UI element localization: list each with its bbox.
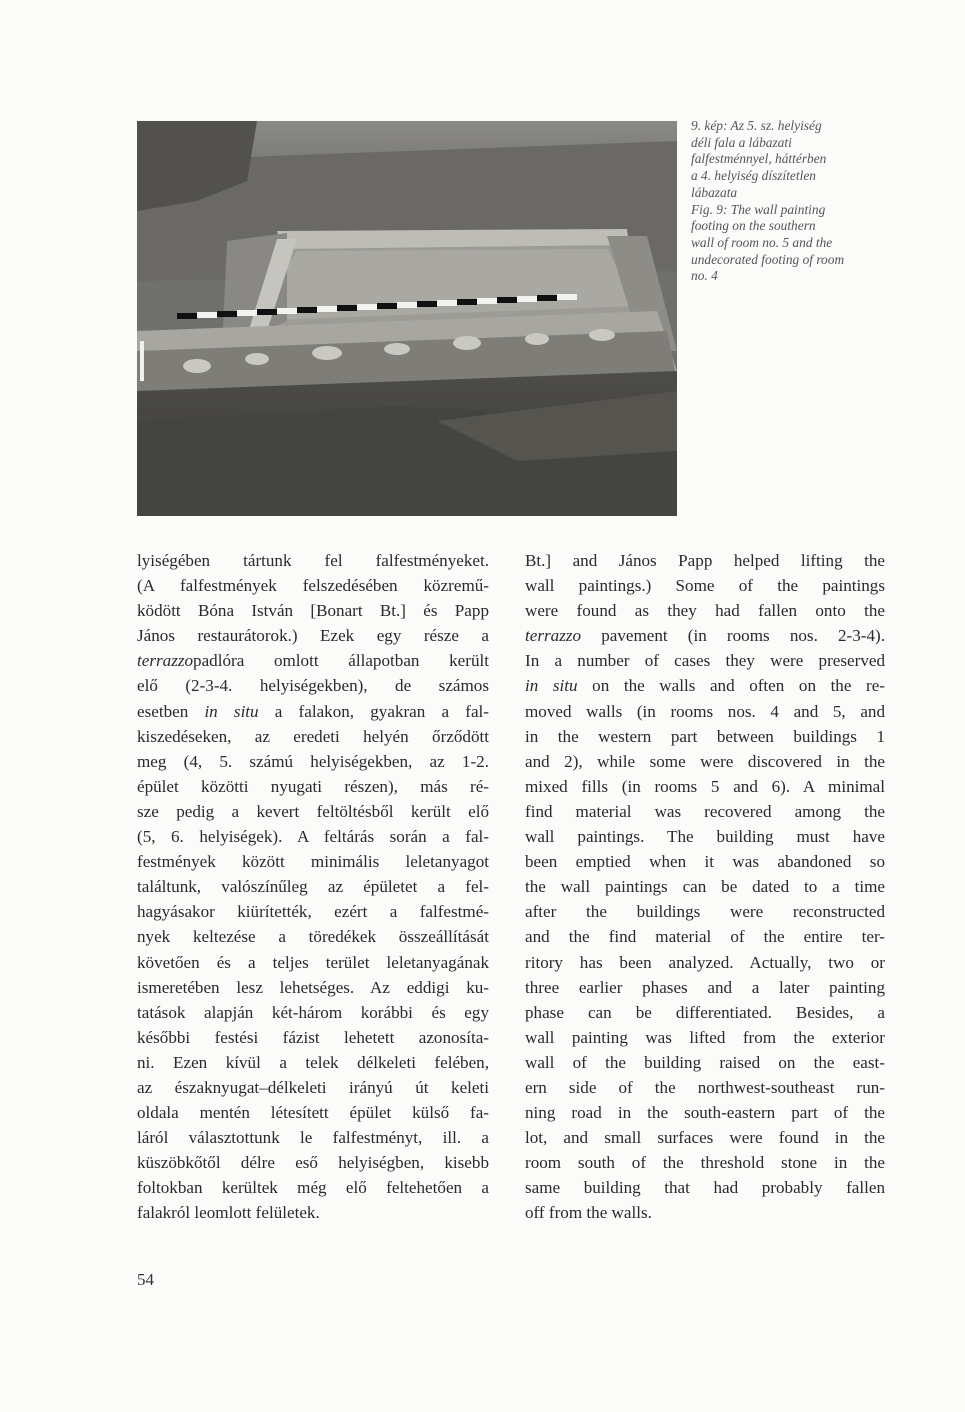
text-line: ismeretében lesz lehetséges. Az eddigi ku-: [137, 977, 489, 997]
text-line: oldala mentén létesített épület külső fa-: [137, 1103, 489, 1123]
text-line: wall painting was lifted from the exterior: [525, 1027, 885, 1047]
text-line: were found as they had fallen onto the: [525, 601, 885, 621]
caption-line: undecorated footing of room: [691, 251, 845, 267]
caption-line: 9. kép: Az 5. sz. helyiség: [691, 118, 822, 133]
text-line: épület közötti nyugati részen), más ré-: [137, 776, 489, 796]
text-line: and the find material of the entire ter-: [525, 927, 885, 947]
text-line: Bt.] and János Papp helped lifting the: [525, 551, 885, 570]
text-line: festmények között minimális leletanyagot: [137, 852, 489, 872]
text-line: meg (4, 5. számú helyiségekben, az 1-2.: [137, 751, 489, 771]
caption-line: Fig. 9: The wall painting: [691, 201, 826, 217]
caption-line: footing on the southern: [691, 218, 816, 234]
text-line: (5, 6. helyiségek). A feltárás során a fal-: [137, 827, 489, 847]
text-line: tatások alapján két-három korábbi és egy: [137, 1002, 489, 1022]
text-line: in the western part between buildings 1: [525, 726, 885, 746]
page-number: 54: [137, 1270, 154, 1289]
text-line: az északnyugat–délkeleti irányú út keleti: [137, 1077, 489, 1097]
caption-line: déli fala a lábazati: [691, 134, 792, 150]
text-line: ning road in the south-eastern part of the: [525, 1103, 885, 1123]
text-line: kiszedéseken, az eredeti helyén őrződött: [137, 726, 489, 746]
text-line: ritory has been analyzed. Actually, two or: [525, 952, 885, 972]
text-line: lyiségében tártunk fel falfestményeket.: [137, 551, 489, 570]
text-line: hagyásakor kiürítették, ezért a falfestmé-: [137, 902, 489, 922]
text-line: János restaurátorok.) Ezek egy része a: [137, 626, 489, 646]
text-line: In a number of cases they were preserved: [525, 651, 885, 671]
text-line: foltokban kerültek még elő feltehetően a: [137, 1178, 489, 1198]
caption-line: no. 4: [691, 268, 718, 284]
text-line: (A falfestmények felszedésében közremű-: [137, 576, 489, 596]
text-line: ni. Ezen kívül a telek délkeleti felében,: [137, 1052, 489, 1072]
caption-line: a 4. helyiség díszítetlen: [691, 168, 816, 184]
text-line: in situ on the walls and often on the re-: [525, 676, 885, 696]
text-line: been emptied when it was abandoned so: [525, 852, 885, 872]
text-line: későbbi festési fázist lehetett azonosíta-: [137, 1027, 489, 1047]
text-line: sze pedig a kevert feltöltésből került elő: [137, 801, 489, 821]
text-line: falakról leomlott felületek.: [137, 1203, 320, 1223]
text-line: find material was recovered among the: [525, 801, 885, 821]
text-line: room south of the threshold stone in the: [525, 1153, 885, 1173]
text-line: the wall paintings can be dated to a time: [525, 877, 885, 897]
caption-line: falfestménnyel, háttérben: [691, 151, 827, 167]
text-line: wall paintings. The building must have: [525, 827, 885, 847]
text-line: same building that had probably fallen: [525, 1178, 885, 1198]
text-line: mixed fills (in rooms 5 and 6). A minimal: [525, 776, 885, 796]
text-line: after the buildings were reconstructed: [525, 902, 885, 922]
text-line: moved walls (in rooms nos. 4 and 5, and: [525, 701, 885, 721]
text-line: off from the walls.: [525, 1203, 652, 1223]
text-line: and 2), while some were discovered in the: [525, 751, 885, 771]
hungarian-text-column: [137, 548, 489, 1226]
text-line: lot, and small surfaces were found in the: [525, 1128, 885, 1148]
text-line: küszöbkőtől délre eső helyiségben, kisebb: [137, 1153, 489, 1173]
excavation-photo: [137, 121, 677, 516]
figure-caption: [691, 118, 901, 285]
text-line: esetben in situ a falakon, gyakran a fal-: [137, 701, 489, 721]
text-line: követően és a teljes terület leletanyagának: [137, 952, 489, 972]
caption-line: wall of room no. 5 and the: [691, 234, 833, 250]
text-line: nyek keltezése a töredékek összeállítását: [137, 927, 489, 947]
caption-line: lábazata: [691, 184, 738, 200]
text-line: wall paintings.) Some of the paintings: [525, 576, 885, 596]
text-line: three earlier phases and a later painting: [525, 977, 885, 997]
text-line: wall of the building raised on the east-: [525, 1052, 885, 1072]
text-line: terrazzo pavement (in rooms nos. 2-3-4).: [525, 626, 885, 646]
english-text-column: [525, 548, 885, 1226]
text-line: phase can be differentiated. Besides, a: [525, 1002, 885, 1022]
text-line: ködött Bóna István [Bonart Bt.] és Papp: [137, 601, 489, 621]
text-line: elő (2-3-4. helyiségekben), de számos: [137, 676, 489, 696]
text-line: ern side of the northwest-southeast run-: [525, 1077, 885, 1097]
text-line: láról választottunk le falfestményt, ill. a: [137, 1128, 489, 1148]
text-line: találtunk, valószínűleg az épületet a fel-: [137, 877, 489, 897]
text-line: terrazzopadlóra omlott állapotban került: [137, 651, 489, 671]
